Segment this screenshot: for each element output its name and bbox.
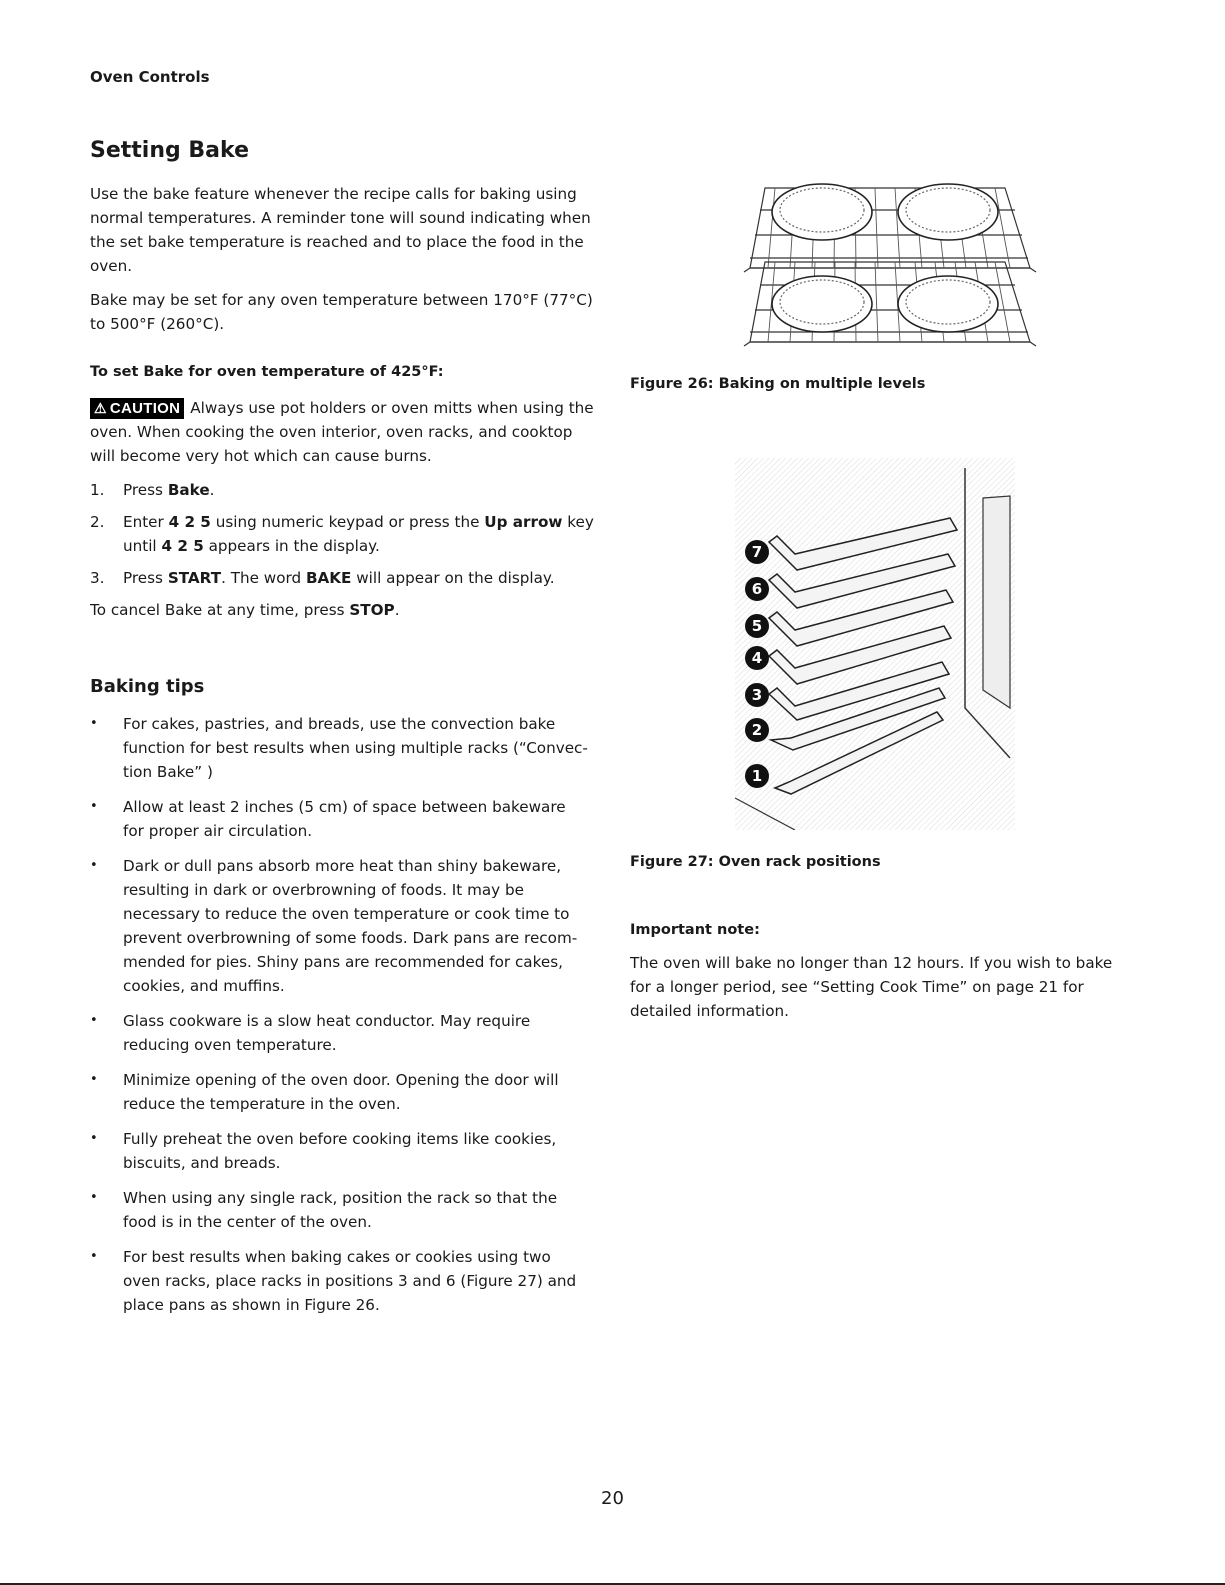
step-text: Press (123, 481, 168, 499)
caution-text: Always use pot holders or oven mitts when using the oven. When cooking the oven interior, oven racks, and cooktop will become very hot which can cause burns. (90, 399, 594, 465)
list-item: • Minimize opening of the oven door. Opening the door will reduce the temperature in the oven. (90, 1068, 590, 1116)
caution-block (90, 396, 600, 468)
list-item: • Fully preheat the oven before cooking items like cookies, biscuits, and breads. (90, 1127, 590, 1175)
caution-badge (90, 398, 184, 419)
step-keyword: 4 2 5 (161, 537, 204, 555)
rack-position-2-label: 2 (751, 721, 763, 739)
list-item: • Dark or dull pans absorb more heat than shiny bakeware, resulting in dark or overbrowning of foods. It may be necessary to reduce the oven temperature or cook time to prevent overbrowning of some foods. Dark pans are recom- mended for pies. Shiny pans are recommended for cakes, cookies, and muffins. (90, 854, 590, 998)
list-item (90, 510, 600, 558)
figure-26-caption: Figure 26: Baking on multiple levels (630, 376, 926, 392)
step-text: will appear on the display. (351, 569, 555, 587)
intro-block (90, 182, 600, 336)
step-text: . (209, 481, 215, 499)
important-note-text: The oven will bake no longer than 12 hours. If you wish to bake for a longer period, see “Setting Cook Time” on page 21 for detailed information. (630, 954, 1113, 1020)
rack-positions-drawing (735, 458, 1015, 830)
list-item: • When using any single rack, position the rack so that the food is in the center of the oven. (90, 1186, 590, 1234)
list-item: • For best results when baking cakes or cookies using two oven racks, place racks in positions 3 and 6 (Figure 27) and place pans as shown in Figure 26. (90, 1245, 590, 1317)
list-item: • Glass cookware is a slow heat conductor. May require reducing oven temperature. (90, 1009, 590, 1057)
list-item (90, 478, 600, 502)
page-title: Setting Bake (90, 138, 249, 163)
multi-level-racks-drawing (730, 180, 1040, 352)
section-header: Oven Controls (90, 68, 210, 86)
rack-position-4-label: 4 (751, 649, 763, 667)
step-number: 2. (90, 513, 105, 531)
baking-tips-heading: Baking tips (90, 676, 205, 697)
set-bake-subheading: To set Bake for oven temperature of 425°F: (90, 364, 444, 380)
steps-list (90, 478, 600, 622)
figure-27-caption: Figure 27: Oven rack positions (630, 854, 881, 870)
cancel-text: To cancel Bake at any time, press (90, 601, 350, 619)
list-item: • For cakes, pastries, and breads, use the convection bake function for best results when using multiple racks (“Convec- tion Bake” ) (90, 712, 590, 784)
figure-27-illustration (735, 458, 1015, 830)
cancel-paragraph (90, 598, 600, 622)
rack-position-1-label: 1 (751, 767, 763, 785)
cancel-keyword: STOP (349, 601, 395, 619)
temperature-range-paragraph: Bake may be set for any oven temperature between 170°F (77°C) to 500°F (260°C). (90, 291, 593, 333)
step-text: key until (123, 513, 594, 555)
step-text: Press (123, 569, 168, 587)
step-keyword: Bake (167, 481, 210, 499)
step-keyword: START (167, 569, 222, 587)
important-note-block (630, 951, 1130, 1023)
step-number: 3. (90, 569, 105, 587)
step-number: 1. (90, 481, 105, 499)
tips-list (90, 712, 590, 1328)
warning-triangle-icon: ⚠ (94, 400, 107, 416)
page-number: 20 (601, 1488, 624, 1509)
rack-position-6-label: 6 (751, 580, 763, 598)
step-text: appears in the display. (203, 537, 380, 555)
step-text: . The word (221, 569, 306, 587)
step-text: Enter (123, 513, 169, 531)
step-keyword: 4 2 5 (168, 513, 211, 531)
figure-26-illustration (730, 180, 1040, 352)
rack-position-3-label: 3 (751, 686, 763, 704)
step-keyword: Up arrow (484, 513, 563, 531)
cancel-text: . (394, 601, 400, 619)
step-text: using numeric keypad or press the (210, 513, 485, 531)
intro-paragraph: Use the bake feature whenever the recipe calls for baking using normal temperatures. A reminder tone will sound indicating when the set bake temperature is reached and to place the food in the oven. (90, 185, 591, 275)
list-item: • Allow at least 2 inches (5 cm) of space between bakeware for proper air circulation. (90, 795, 590, 843)
important-note-heading: Important note: (630, 922, 760, 938)
list-item (90, 566, 600, 590)
rack-position-7-label: 7 (751, 543, 763, 561)
caution-label: CAUTION (109, 400, 181, 417)
rack-position-5-label: 5 (751, 617, 763, 635)
step-keyword: BAKE (305, 569, 352, 587)
